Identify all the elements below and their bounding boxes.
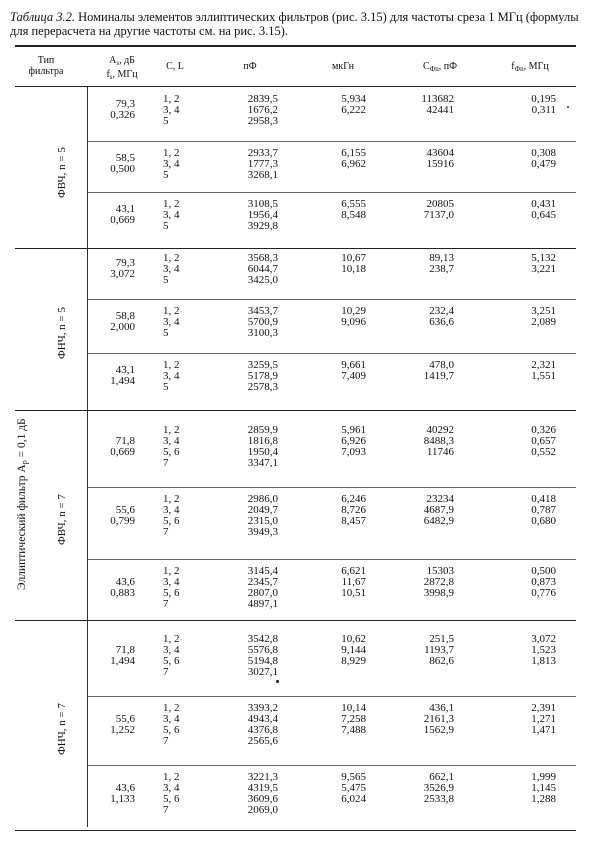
ffn-value: 5,132: [531, 252, 556, 264]
ffn-value: 3,072: [531, 633, 556, 645]
ffn-value: 1,551: [531, 370, 556, 382]
group-separator-rule: [15, 620, 576, 621]
cfn-value: 232,4: [429, 305, 454, 317]
uh-value: 9,144: [341, 644, 366, 656]
row-separator: [88, 765, 576, 766]
cl-value: 3, 4: [163, 782, 180, 794]
pf-value: 1950,4: [247, 446, 278, 458]
group-label: ФВЧ, n = 5: [56, 147, 68, 198]
as-value: 55,6: [115, 504, 135, 516]
ffn-value: 2,089: [531, 316, 556, 328]
pf-value: 4943,4: [247, 713, 278, 725]
header-bottom-rule: [15, 86, 576, 87]
uh-value: 10,67: [341, 252, 366, 264]
uh-value: 9,565: [341, 771, 366, 783]
group-separator-rule: [15, 410, 576, 411]
pf-value: 3949,3: [247, 526, 278, 538]
ffn-value: 0,873: [531, 576, 556, 588]
cl-value: 1, 2: [163, 633, 180, 645]
pf-value: 2315,0: [247, 515, 278, 527]
fs-value: 0,669: [110, 214, 135, 226]
cl-value: 7: [163, 666, 169, 678]
uh-value: 10,62: [341, 633, 366, 645]
uh-value: 7,258: [341, 713, 366, 725]
as-value: 79,3: [115, 257, 135, 269]
uh-value: 8,726: [341, 504, 366, 516]
cl-value: 5, 6: [163, 724, 180, 736]
uh-value: 6,962: [341, 158, 366, 170]
fs-value: 2,000: [110, 321, 135, 333]
cfn-value: 7137,0: [423, 209, 454, 221]
cfn-value: 1193,7: [424, 644, 454, 656]
header-uh: мкГн: [332, 61, 354, 72]
pf-value: 1777,3: [247, 158, 278, 170]
speck: [567, 106, 569, 108]
cl-value: 3, 4: [163, 504, 180, 516]
cfn-value: 1419,7: [423, 370, 454, 382]
pf-value: 3929,8: [247, 220, 278, 232]
ffn-value: 0,776: [531, 587, 556, 599]
uh-value: 6,621: [341, 565, 366, 577]
cl-value: 3, 4: [163, 576, 180, 588]
pf-value: 2839,5: [247, 93, 278, 105]
pf-value: 2565,6: [247, 735, 278, 747]
cl-value: 1, 2: [163, 252, 180, 264]
uh-value: 8,929: [341, 655, 366, 667]
pf-value: 1956,4: [247, 209, 278, 221]
uh-value: 10,18: [341, 263, 366, 275]
header-cl: C, L: [166, 61, 184, 72]
uh-value: 6,155: [341, 147, 366, 159]
cl-value: 1, 2: [163, 702, 180, 714]
cl-value: 7: [163, 598, 169, 610]
as-value: 43,6: [115, 576, 135, 588]
cl-value: 1, 2: [163, 359, 180, 371]
pf-value: 3145,4: [247, 565, 278, 577]
row-separator: [88, 141, 576, 142]
ffn-value: 0,479: [531, 158, 556, 170]
ffn-value: 0,657: [531, 435, 556, 447]
as-value: 71,8: [115, 435, 135, 447]
cfn-value: 3998,9: [423, 587, 454, 599]
header-pf: пФ: [243, 61, 257, 72]
pf-value: 2986,0: [247, 493, 278, 505]
header-filter-type: Тип фильтра: [28, 55, 64, 77]
fs-value: 0,500: [110, 163, 135, 175]
pf-value: 1816,8: [247, 435, 278, 447]
side-label: Эллиптический фильтр $A_p = 0,1$ дБ: [16, 418, 29, 590]
pf-value: 3259,5: [247, 359, 278, 371]
uh-value: 6,246: [341, 493, 366, 505]
uh-value: 7,409: [341, 370, 366, 382]
uh-value: 10,29: [341, 305, 366, 317]
fs-value: 0,326: [110, 109, 135, 121]
as-value: 43,6: [115, 782, 135, 794]
cl-value: 5: [163, 327, 169, 339]
fs-value: 0,799: [110, 515, 135, 527]
pf-value: 1676,2: [247, 104, 278, 116]
cl-value: 5: [163, 169, 169, 181]
ffn-value: 0,680: [531, 515, 556, 527]
group-label: ФНЧ, n = 5: [56, 307, 68, 359]
header-ffn: $f_{Фn}$, МГц: [511, 61, 549, 73]
ffn-value: 0,500: [531, 565, 556, 577]
cl-value: 3, 4: [163, 435, 180, 447]
cfn-value: 2872,8: [423, 576, 454, 588]
ffn-value: 0,431: [531, 198, 556, 210]
as-value: 43,1: [115, 203, 135, 215]
pf-value: 3453,7: [247, 305, 278, 317]
uh-value: 9,661: [341, 359, 366, 371]
cfn-value: 23234: [426, 493, 454, 505]
cfn-value: 251,5: [429, 633, 454, 645]
header-cfn: $C_{Фn}$, пФ: [423, 61, 457, 73]
cfn-value: 478,0: [429, 359, 454, 371]
ffn-value: 0,311: [531, 104, 556, 116]
as-value: 79,3: [115, 98, 135, 110]
pf-value: 4897,1: [247, 598, 278, 610]
cfn-value: 42441: [426, 104, 454, 116]
ffn-value: 0,418: [531, 493, 556, 505]
cl-value: 1, 2: [163, 771, 180, 783]
cl-value: 7: [163, 735, 169, 747]
row-separator: [88, 299, 576, 300]
row-separator: [88, 353, 576, 354]
cfn-value: 1562,9: [423, 724, 454, 736]
row-separator: [88, 487, 576, 488]
cfn-value: 436,1: [429, 702, 454, 714]
cfn-value: 11746: [426, 446, 454, 458]
cfn-value: 862,6: [429, 655, 454, 667]
ffn-value: 0,552: [531, 446, 556, 458]
cl-value: 1, 2: [163, 93, 180, 105]
cl-value: 1, 2: [163, 305, 180, 317]
cl-value: 5: [163, 220, 169, 232]
ffn-value: 3,221: [531, 263, 556, 275]
cl-value: 5, 6: [163, 793, 180, 805]
cl-value: 1, 2: [163, 424, 180, 436]
cfn-value: 2533,8: [423, 793, 454, 805]
uh-value: 7,488: [341, 724, 366, 736]
pf-value: 2069,0: [247, 804, 278, 816]
cl-value: 1, 2: [163, 565, 180, 577]
cfn-value: 238,7: [429, 263, 454, 275]
pf-value: 2859,9: [247, 424, 278, 436]
cl-value: 5, 6: [163, 515, 180, 527]
pf-value: 5576,8: [247, 644, 278, 656]
header-top-rule: [15, 45, 576, 47]
pf-value: 2049,7: [247, 504, 278, 516]
uh-value: 6,555: [341, 198, 366, 210]
ffn-value: 0,195: [531, 93, 556, 105]
as-value: 58,8: [115, 310, 135, 322]
pf-value: 3609,6: [247, 793, 278, 805]
uh-value: 8,457: [341, 515, 366, 527]
ffn-value: 0,308: [531, 147, 556, 159]
cl-value: 7: [163, 804, 169, 816]
cl-value: 5, 6: [163, 655, 180, 667]
uh-value: 10,14: [341, 702, 366, 714]
group-divider: [87, 87, 88, 827]
as-value: 71,8: [115, 644, 135, 656]
pf-value: 2807,0: [247, 587, 278, 599]
fs-value: 3,072: [110, 268, 135, 280]
group-label: ФВЧ, n = 7: [56, 494, 68, 545]
ffn-value: 1,523: [531, 644, 556, 656]
cfn-value: 89,13: [429, 252, 454, 264]
cfn-value: 3526,9: [423, 782, 454, 794]
ffn-value: 0,787: [531, 504, 556, 516]
uh-value: 5,961: [341, 424, 366, 436]
fs-value: 1,494: [110, 375, 135, 387]
cfn-value: 4687,9: [423, 504, 454, 516]
fs-value: 1,252: [110, 724, 135, 736]
ffn-value: 2,321: [531, 359, 556, 371]
uh-value: 10,51: [341, 587, 366, 599]
cfn-value: 40292: [426, 424, 454, 436]
cfn-value: 2161,3: [423, 713, 454, 725]
fs-value: 1,494: [110, 655, 135, 667]
pf-value: 4376,8: [247, 724, 278, 736]
cfn-value: 8488,3: [423, 435, 454, 447]
cfn-value: 20805: [426, 198, 454, 210]
caption-text: Номиналы элементов эллиптических фильтров (рис. 3.15) для частоты среза 1 МГц (формулы для перерасчета на другие частоты см. на рис. 3.15).: [10, 10, 579, 38]
uh-value: 8,548: [341, 209, 366, 221]
cl-value: 3, 4: [163, 104, 180, 116]
ffn-value: 0,645: [531, 209, 556, 221]
row-separator: [88, 559, 576, 560]
caption-lead: Таблица 3.2.: [10, 10, 75, 24]
cl-value: 5, 6: [163, 587, 180, 599]
cl-value: 1, 2: [163, 198, 180, 210]
table-caption: [10, 10, 580, 38]
pf-value: 2958,3: [247, 115, 278, 127]
cl-value: 3, 4: [163, 316, 180, 328]
cl-value: 5: [163, 381, 169, 393]
row-separator: [88, 696, 576, 697]
group-label: ФНЧ, n = 7: [56, 703, 68, 755]
pf-value: 3568,3: [247, 252, 278, 264]
pf-value: 3542,8: [247, 633, 278, 645]
cfn-value: 113682: [421, 93, 454, 105]
uh-value: 5,934: [341, 93, 366, 105]
cl-value: 3, 4: [163, 644, 180, 656]
pf-value: 3027,1: [247, 666, 278, 678]
ffn-value: 3,251: [531, 305, 556, 317]
pf-value: 3347,1: [247, 457, 278, 469]
fs-value: 0,669: [110, 446, 135, 458]
as-value: 43,1: [115, 364, 135, 376]
cfn-value: 15916: [426, 158, 454, 170]
pf-value: 2933,7: [247, 147, 278, 159]
cfn-value: 636,6: [429, 316, 454, 328]
fs-value: 1,133: [110, 793, 135, 805]
uh-value: 11,67: [341, 576, 366, 588]
uh-value: 5,475: [341, 782, 366, 794]
cl-value: 3, 4: [163, 158, 180, 170]
pf-value: 5178,9: [247, 370, 278, 382]
pf-value: 5700,9: [247, 316, 278, 328]
cfn-value: 6482,9: [423, 515, 454, 527]
pf-value: 3393,2: [247, 702, 278, 714]
ffn-value: 1,271: [531, 713, 556, 725]
ffn-value: 0,326: [531, 424, 556, 436]
cl-value: 7: [163, 457, 169, 469]
uh-value: 7,093: [341, 446, 366, 458]
cfn-value: 662,1: [429, 771, 454, 783]
header-as-fs: $A_s$, дБ $f_s$, МГц: [106, 55, 138, 81]
pf-value: 4319,5: [247, 782, 278, 794]
cl-value: 3, 4: [163, 263, 180, 275]
uh-value: 6,222: [341, 104, 366, 116]
ffn-value: 1,288: [531, 793, 556, 805]
pf-value: 3100,3: [247, 327, 278, 339]
cl-value: 1, 2: [163, 147, 180, 159]
cfn-value: 43604: [426, 147, 454, 159]
cfn-value: 15303: [426, 565, 454, 577]
cl-value: 3, 4: [163, 370, 180, 382]
row-separator: [88, 192, 576, 193]
as-value: 58,5: [115, 152, 135, 164]
group-separator-rule: [15, 248, 576, 249]
cl-value: 1, 2: [163, 493, 180, 505]
ffn-value: 2,391: [531, 702, 556, 714]
cl-value: 3, 4: [163, 209, 180, 221]
pf-value: 3425,0: [247, 274, 278, 286]
uh-value: 6,926: [341, 435, 366, 447]
pf-value: 2578,3: [247, 381, 278, 393]
ffn-value: 1,813: [531, 655, 556, 667]
table-bottom-rule: [15, 830, 576, 831]
pf-value: 3108,5: [247, 198, 278, 210]
fs-value: 0,883: [110, 587, 135, 599]
speck: [276, 680, 279, 683]
cl-value: 7: [163, 526, 169, 538]
cl-value: 5, 6: [163, 446, 180, 458]
cl-value: 3, 4: [163, 713, 180, 725]
uh-value: 6,024: [341, 793, 366, 805]
ffn-value: 1,999: [531, 771, 556, 783]
pf-value: 3268,1: [247, 169, 278, 181]
pf-value: 2345,7: [247, 576, 278, 588]
uh-value: 9,096: [341, 316, 366, 328]
pf-value: 6044,7: [247, 263, 278, 275]
cl-value: 5: [163, 274, 169, 286]
pf-value: 3221,3: [247, 771, 278, 783]
as-value: 55,6: [115, 713, 135, 725]
ffn-value: 1,471: [531, 724, 556, 736]
ffn-value: 1,145: [531, 782, 556, 794]
pf-value: 5194,8: [247, 655, 278, 667]
cl-value: 5: [163, 115, 169, 127]
